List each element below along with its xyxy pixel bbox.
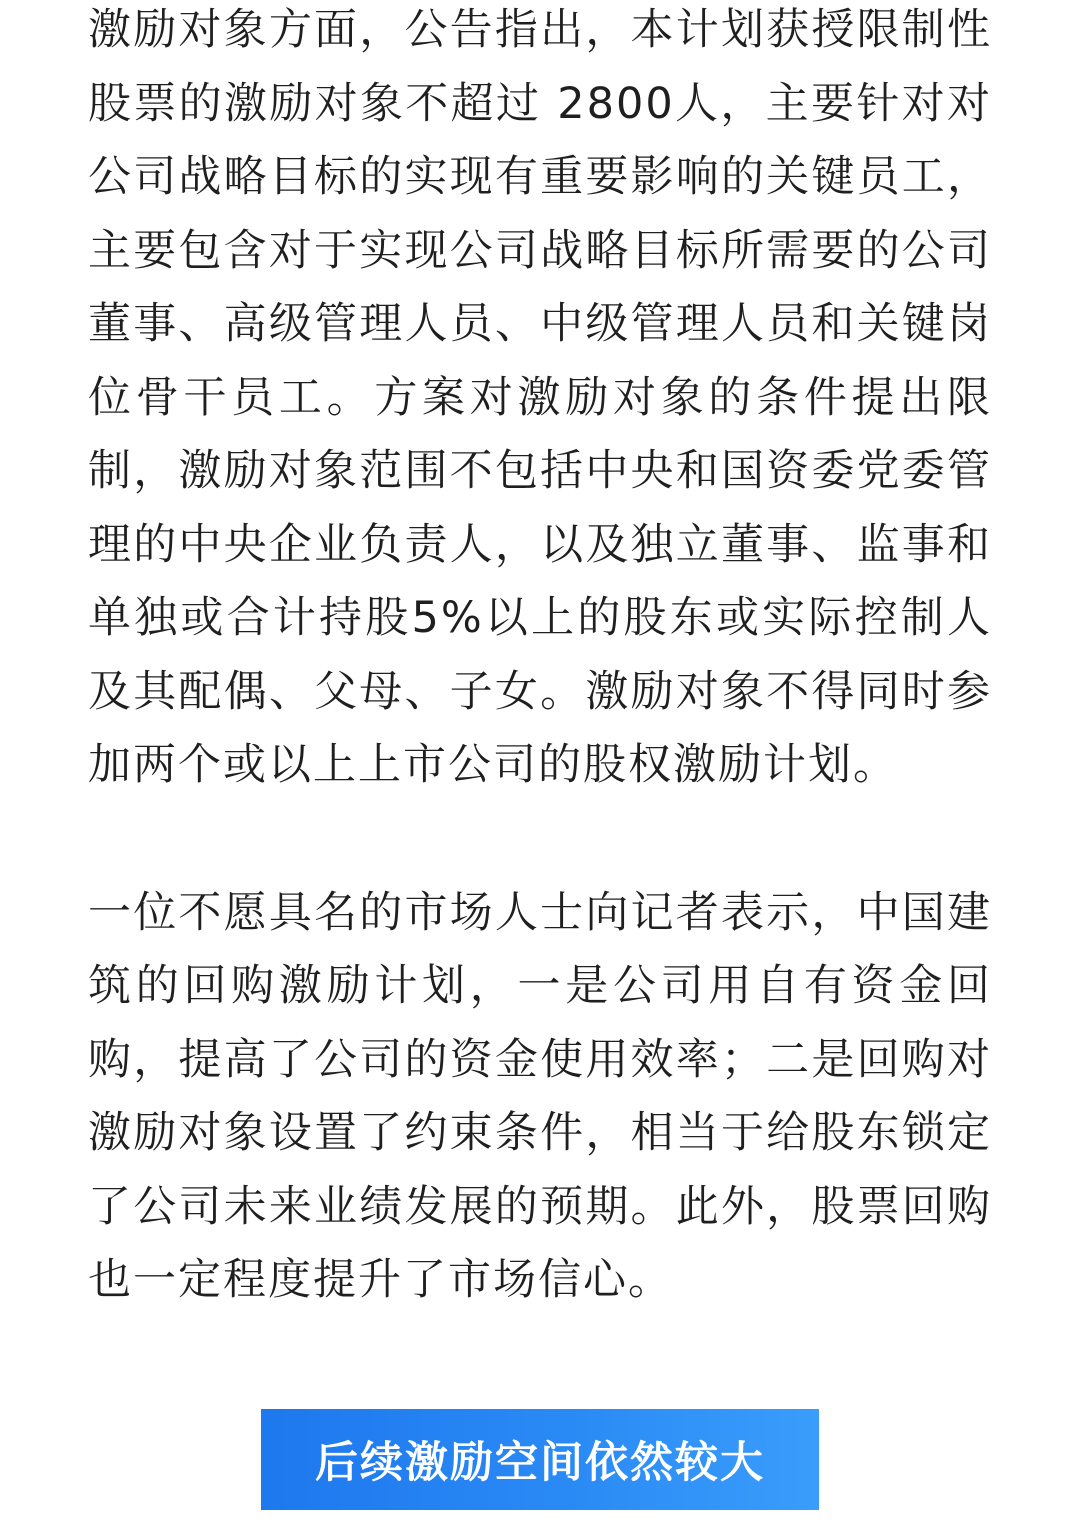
paragraph-incentive-recipients: 激励对象方面，公告指出，本计划获授限制性股票的激励对象不超过 2800人，主要针对对公司战略目标的实现有重要影响的关键员工，主要包含对于实现公司战略目标所需要的公司董事、高级管理人员、中级管理人员和关键岗位骨干员工。方案对激励对象的条件提出限制，激励对象范围不包括中央和国资委党委管理的中央企业负责人，以及独立董事、监事和单独或合计持股5%以上的股东或实际控制人及其配偶、父母、子女。激励对象不得同时参加两个或以上上市公司的股权激励计划。 (88, 5, 992, 790)
section-heading-text: 后续激励空间依然较大 (315, 1438, 765, 1488)
article-body (88, 0, 992, 1318)
paragraph-market-commentary: 一位不愿具名的市场人士向记者表示，中国建筑的回购激励计划，一是公司用自有资金回购，提高了公司的资金使用效率；二是回购对激励对象设置了约束条件，相当于给股东锁定了公司未来业绩发展的预期。此外，股票回购也一定程度提升了市场信心。 (88, 887, 992, 1305)
section-heading-banner (261, 1409, 819, 1510)
